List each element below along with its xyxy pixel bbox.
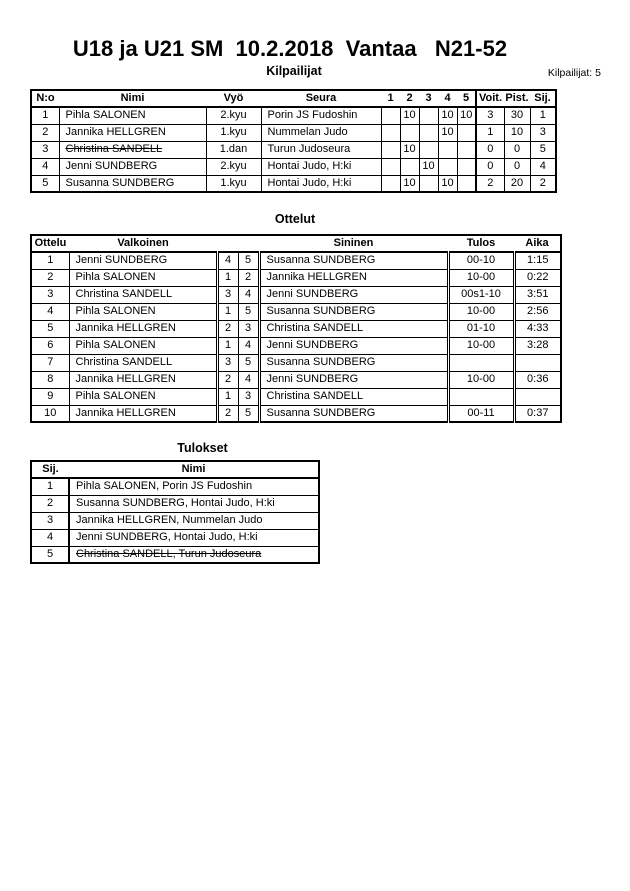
results-table bbox=[30, 460, 320, 564]
match-no: 4 bbox=[31, 303, 69, 320]
competitors-table bbox=[30, 89, 557, 193]
white-player-no: 1 bbox=[217, 303, 238, 320]
match-time: 3:28 bbox=[514, 337, 561, 354]
competitor-row bbox=[31, 124, 556, 141]
result-place: 2 bbox=[31, 495, 69, 512]
white-player-no: 2 bbox=[217, 320, 238, 337]
white-player-no: 1 bbox=[217, 337, 238, 354]
match-row bbox=[31, 303, 561, 320]
results-section-title: Tulokset bbox=[177, 441, 228, 455]
blue-player-no: 2 bbox=[238, 269, 259, 286]
col-header-round-1: 1 bbox=[381, 90, 400, 107]
match-time: 0:22 bbox=[514, 269, 561, 286]
col-header-round-5: 5 bbox=[457, 90, 476, 107]
round-5-score bbox=[457, 175, 476, 192]
blue-player-name: Susanna SUNDBERG bbox=[259, 405, 448, 422]
competitor-row bbox=[31, 141, 556, 158]
matches-body bbox=[31, 252, 561, 422]
round-1-score bbox=[381, 107, 400, 124]
round-2-score bbox=[400, 158, 419, 175]
match-row bbox=[31, 269, 561, 286]
competitor-points: 30 bbox=[504, 107, 530, 124]
white-player-name: Jenni SUNDBERG bbox=[69, 252, 217, 269]
competitor-row bbox=[31, 175, 556, 192]
competitor-place: 2 bbox=[530, 175, 556, 192]
round-2-score: 10 bbox=[400, 107, 419, 124]
round-5-score bbox=[457, 158, 476, 175]
result-row bbox=[31, 512, 319, 529]
blue-player-name: Jenni SUNDBERG bbox=[259, 286, 448, 303]
competitor-wins: 1 bbox=[476, 124, 504, 141]
competitor-place: 5 bbox=[530, 141, 556, 158]
round-1-score bbox=[381, 124, 400, 141]
col-header-club: Seura bbox=[261, 90, 381, 107]
col-header-belt: Vyö bbox=[206, 90, 261, 107]
match-result bbox=[448, 388, 514, 405]
blue-player-name: Susanna SUNDBERG bbox=[259, 252, 448, 269]
match-no: 10 bbox=[31, 405, 69, 422]
white-player-no: 2 bbox=[217, 405, 238, 422]
competitor-no: 2 bbox=[31, 124, 59, 141]
competitor-club: Porin JS Fudoshin bbox=[261, 107, 381, 124]
match-result: 10-00 bbox=[448, 371, 514, 388]
white-player-name: Jannika HELLGREN bbox=[69, 405, 217, 422]
competitor-belt: 2.kyu bbox=[206, 158, 261, 175]
blue-player-no: 3 bbox=[238, 320, 259, 337]
match-row bbox=[31, 371, 561, 388]
competitor-name: Susanna SUNDBERG bbox=[65, 176, 175, 189]
col-header-white-no bbox=[217, 235, 238, 252]
white-player-no: 4 bbox=[217, 252, 238, 269]
competitor-wins: 0 bbox=[476, 158, 504, 175]
white-player-name: Pihla SALONEN bbox=[69, 303, 217, 320]
competitor-belt: 1.kyu bbox=[206, 175, 261, 192]
match-no: 5 bbox=[31, 320, 69, 337]
round-4-score bbox=[438, 141, 457, 158]
match-result: 00s1-10 bbox=[448, 286, 514, 303]
match-time: 0:37 bbox=[514, 405, 561, 422]
white-player-name: Pihla SALONEN bbox=[69, 269, 217, 286]
result-place: 4 bbox=[31, 529, 69, 546]
result-place: 3 bbox=[31, 512, 69, 529]
col-header-white: Valkoinen bbox=[69, 235, 217, 252]
col-header-no: N:o bbox=[31, 90, 59, 107]
col-header-blue: Sininen bbox=[259, 235, 448, 252]
competitor-no: 1 bbox=[31, 107, 59, 124]
competitor-row bbox=[31, 158, 556, 175]
result-row bbox=[31, 546, 319, 563]
competitors-header-row bbox=[31, 90, 556, 107]
competitor-name-cell bbox=[59, 175, 206, 192]
match-row bbox=[31, 337, 561, 354]
blue-player-name: Jenni SUNDBERG bbox=[259, 371, 448, 388]
match-no: 7 bbox=[31, 354, 69, 371]
match-time: 0:36 bbox=[514, 371, 561, 388]
white-player-no: 3 bbox=[217, 354, 238, 371]
results-body bbox=[31, 478, 319, 563]
competitor-name: Pihla SALONEN bbox=[65, 109, 146, 122]
competitor-name: Jenni SUNDBERG bbox=[65, 160, 158, 172]
match-row bbox=[31, 354, 561, 371]
white-player-name: Pihla SALONEN bbox=[69, 388, 217, 405]
blue-player-no: 4 bbox=[238, 337, 259, 354]
col-header-round-4: 4 bbox=[438, 90, 457, 107]
match-no: 8 bbox=[31, 371, 69, 388]
matches-header-row bbox=[31, 235, 561, 252]
blue-player-name: Jannika HELLGREN bbox=[259, 269, 448, 286]
blue-player-no: 3 bbox=[238, 388, 259, 405]
col-header-round-2: 2 bbox=[400, 90, 419, 107]
col-header-blue-no bbox=[238, 235, 259, 252]
blue-player-name: Jenni SUNDBERG bbox=[259, 337, 448, 354]
matches-section-title: Ottelut bbox=[274, 212, 316, 226]
col-header-points: Pist. bbox=[504, 90, 530, 107]
match-time: 3:51 bbox=[514, 286, 561, 303]
competitor-points: 0 bbox=[504, 141, 530, 158]
competitor-no: 4 bbox=[31, 158, 59, 175]
result-name: Susanna SUNDBERG, Hontai Judo, H:ki bbox=[76, 497, 275, 509]
blue-player-no: 5 bbox=[238, 252, 259, 269]
col-header-time: Aika bbox=[514, 235, 561, 252]
round-4-score: 10 bbox=[438, 124, 457, 141]
white-player-no: 2 bbox=[217, 371, 238, 388]
result-name-cell bbox=[69, 546, 319, 563]
competitor-place: 1 bbox=[530, 107, 556, 124]
match-result: 10-00 bbox=[448, 303, 514, 320]
match-result: 00-10 bbox=[448, 252, 514, 269]
result-place: 5 bbox=[31, 546, 69, 563]
competitors-body bbox=[31, 107, 556, 192]
match-time bbox=[514, 388, 561, 405]
match-row bbox=[31, 405, 561, 422]
results-header-row bbox=[31, 461, 319, 478]
result-row bbox=[31, 478, 319, 495]
col-header-round-3: 3 bbox=[419, 90, 438, 107]
round-3-score: 10 bbox=[419, 158, 438, 175]
competitors-section-title: Kilpailijat bbox=[266, 64, 322, 78]
match-result: 01-10 bbox=[448, 320, 514, 337]
competitor-name: Christina SANDELL bbox=[65, 143, 163, 155]
competitor-belt: 2.kyu bbox=[206, 107, 261, 124]
result-row bbox=[31, 529, 319, 546]
white-player-no: 1 bbox=[217, 269, 238, 286]
match-result bbox=[448, 354, 514, 371]
round-1-score bbox=[381, 158, 400, 175]
match-no: 9 bbox=[31, 388, 69, 405]
blue-player-no: 4 bbox=[238, 371, 259, 388]
blue-player-name: Christina SANDELL bbox=[259, 388, 448, 405]
competitor-points: 20 bbox=[504, 175, 530, 192]
blue-player-name: Christina SANDELL bbox=[259, 320, 448, 337]
round-3-score bbox=[419, 107, 438, 124]
round-1-score bbox=[381, 175, 400, 192]
match-row bbox=[31, 252, 561, 269]
competitor-wins: 2 bbox=[476, 175, 504, 192]
match-time: 1:15 bbox=[514, 252, 561, 269]
result-name-cell bbox=[69, 529, 319, 546]
round-2-score: 10 bbox=[400, 175, 419, 192]
white-player-name: Christina SANDELL bbox=[69, 354, 217, 371]
competitor-name-cell bbox=[59, 107, 206, 124]
match-time bbox=[514, 354, 561, 371]
match-no: 3 bbox=[31, 286, 69, 303]
match-row bbox=[31, 320, 561, 337]
match-result: 00-11 bbox=[448, 405, 514, 422]
match-row bbox=[31, 286, 561, 303]
competitor-club: Hontai Judo, H:ki bbox=[261, 175, 381, 192]
competitor-club: Nummelan Judo bbox=[261, 124, 381, 141]
result-name: Jannika HELLGREN, Nummelan Judo bbox=[76, 514, 263, 526]
white-player-no: 3 bbox=[217, 286, 238, 303]
matches-table bbox=[30, 234, 562, 423]
competitor-belt: 1.kyu bbox=[206, 124, 261, 141]
white-player-name: Pihla SALONEN bbox=[69, 337, 217, 354]
white-player-no: 1 bbox=[217, 388, 238, 405]
col-header-place: Sij. bbox=[530, 90, 556, 107]
round-5-score bbox=[457, 124, 476, 141]
competitor-name-cell bbox=[59, 141, 206, 158]
round-2-score: 10 bbox=[400, 141, 419, 158]
competitor-club: Turun Judoseura bbox=[261, 141, 381, 158]
blue-player-name: Susanna SUNDBERG bbox=[259, 354, 448, 371]
blue-player-name: Susanna SUNDBERG bbox=[259, 303, 448, 320]
col-header-place: Sij. bbox=[31, 461, 69, 478]
competitor-name-cell bbox=[59, 158, 206, 175]
competitor-name: Jannika HELLGREN bbox=[65, 126, 166, 138]
match-no: 6 bbox=[31, 337, 69, 354]
competitor-wins: 3 bbox=[476, 107, 504, 124]
blue-player-no: 5 bbox=[238, 303, 259, 320]
competitor-place: 4 bbox=[530, 158, 556, 175]
competitor-no: 5 bbox=[31, 175, 59, 192]
match-time: 4:33 bbox=[514, 320, 561, 337]
match-result: 10-00 bbox=[448, 269, 514, 286]
col-header-match: Ottelu bbox=[31, 235, 69, 252]
round-4-score: 10 bbox=[438, 107, 457, 124]
match-time: 2:56 bbox=[514, 303, 561, 320]
match-no: 1 bbox=[31, 252, 69, 269]
round-3-score bbox=[419, 141, 438, 158]
blue-player-no: 5 bbox=[238, 354, 259, 371]
competitor-belt: 1.dan bbox=[206, 141, 261, 158]
white-player-name: Jannika HELLGREN bbox=[69, 371, 217, 388]
competitor-place: 3 bbox=[530, 124, 556, 141]
round-4-score: 10 bbox=[438, 175, 457, 192]
match-no: 2 bbox=[31, 269, 69, 286]
blue-player-no: 5 bbox=[238, 405, 259, 422]
result-name: Christina SANDELL, Turun Judoseura bbox=[76, 547, 262, 560]
competitor-no: 3 bbox=[31, 141, 59, 158]
competitor-points: 10 bbox=[504, 124, 530, 141]
competitor-club: Hontai Judo, H:ki bbox=[261, 158, 381, 175]
competitor-points: 0 bbox=[504, 158, 530, 175]
round-4-score bbox=[438, 158, 457, 175]
competitor-wins: 0 bbox=[476, 141, 504, 158]
col-header-name: Nimi bbox=[69, 461, 319, 478]
result-name: Pihla SALONEN, Porin JS Fudoshin bbox=[76, 480, 253, 493]
round-1-score bbox=[381, 141, 400, 158]
competitor-count-label: Kilpailijat: 5 bbox=[547, 67, 601, 79]
white-player-name: Christina SANDELL bbox=[69, 286, 217, 303]
white-player-name: Jannika HELLGREN bbox=[69, 320, 217, 337]
page-title: U18 ja U21 SM 10.2.2018 Vantaa N21-52 bbox=[72, 36, 508, 61]
round-5-score bbox=[457, 141, 476, 158]
round-3-score bbox=[419, 175, 438, 192]
competitor-name-cell bbox=[59, 124, 206, 141]
result-place: 1 bbox=[31, 478, 69, 495]
result-name-cell bbox=[69, 495, 319, 512]
competitor-row bbox=[31, 107, 556, 124]
result-name: Jenni SUNDBERG, Hontai Judo, H:ki bbox=[76, 531, 258, 543]
round-2-score bbox=[400, 124, 419, 141]
result-name-cell bbox=[69, 478, 319, 495]
col-header-wins: Voit. bbox=[476, 90, 504, 107]
match-result: 10-00 bbox=[448, 337, 514, 354]
blue-player-no: 4 bbox=[238, 286, 259, 303]
col-header-result: Tulos bbox=[448, 235, 514, 252]
match-row bbox=[31, 388, 561, 405]
col-header-name: Nimi bbox=[59, 90, 206, 107]
result-name-cell bbox=[69, 512, 319, 529]
result-row bbox=[31, 495, 319, 512]
round-5-score: 10 bbox=[457, 107, 476, 124]
round-3-score bbox=[419, 124, 438, 141]
